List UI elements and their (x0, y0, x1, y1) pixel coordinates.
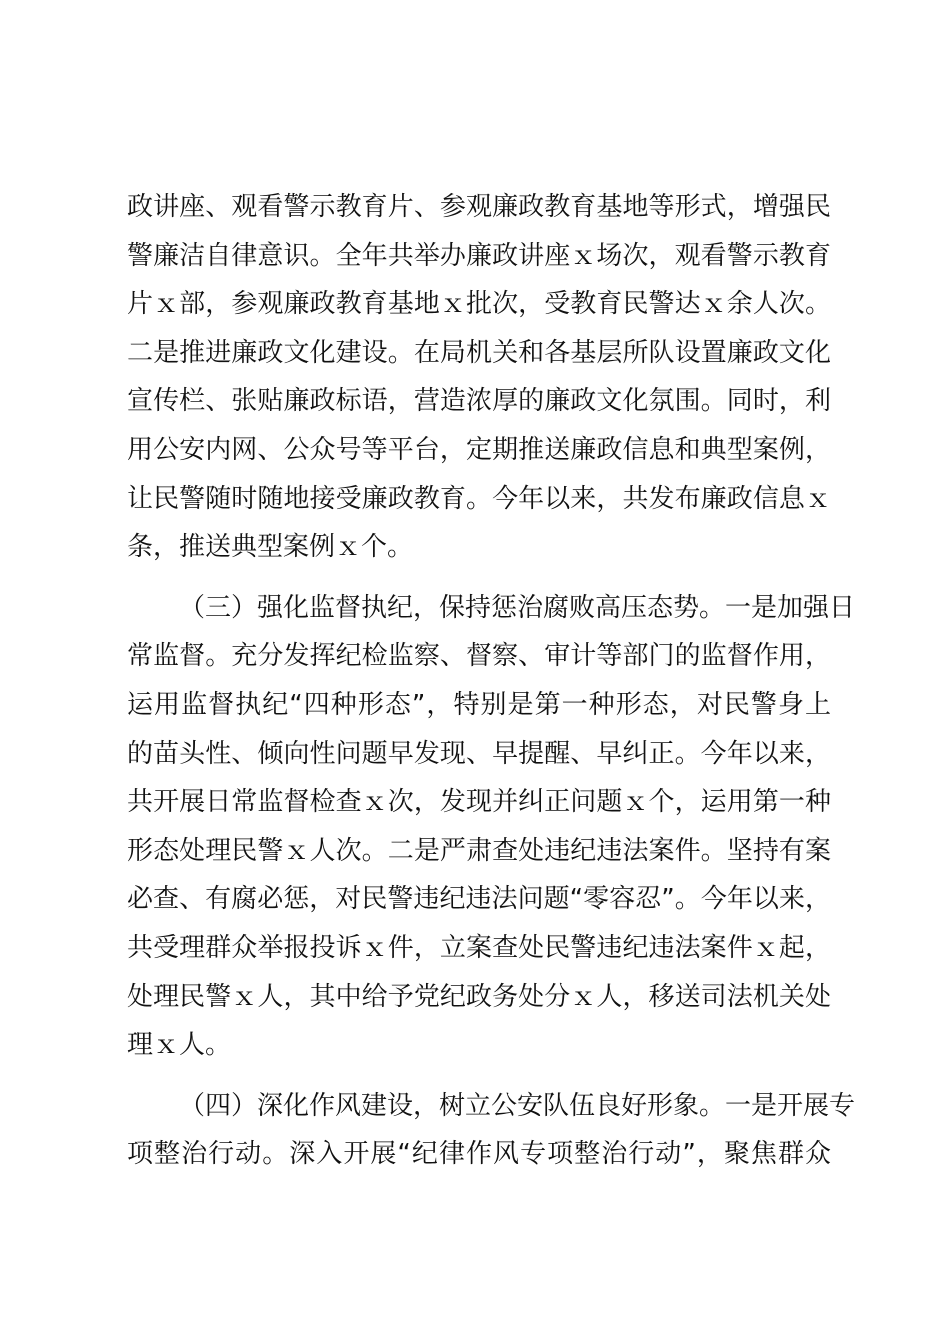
text-line: 形态处理民警ｘ人次。二是严肃查处违纪违法案件。坚持有案 (127, 835, 831, 866)
paragraph-gap (127, 572, 831, 584)
text-line: 常监督。充分发挥纪检监察、督察、审计等部门的监督作用， (127, 641, 831, 672)
text-line: 必查、有腐必惩，对民警违纪违法问题“零容忍”。今年以来， (127, 884, 831, 915)
text-line: 运用监督执纪“四种形态”，特别是第一种形态，对民警身上 (127, 689, 831, 720)
text-line: 处理民警ｘ人，其中给予党纪政务处分ｘ人，移送司法机关处 (127, 981, 831, 1012)
text-line: （三）强化监督执纪，保持惩治腐败高压态势。一是加强日 (179, 592, 856, 623)
text-line: 片ｘ部，参观廉政教育基地ｘ批次，受教育民警达ｘ余人次。 (127, 289, 831, 320)
paragraph-gap (127, 1070, 831, 1082)
document-body (127, 183, 856, 1179)
text-line: 项整治行动。深入开展“纪律作风专项整治行动”，聚焦群众 (127, 1139, 831, 1170)
text-line: 二是推进廉政文化建设。在局机关和各基层所队设置廉政文化 (127, 337, 831, 368)
text-line: 让民警随时随地接受廉政教育。今年以来，共发布廉政信息ｘ (127, 483, 831, 514)
text-line: 宣传栏、张贴廉政标语，营造浓厚的廉政文化氛围。同时，利 (127, 386, 831, 417)
text-line: 共受理群众举报投诉ｘ件，立案查处民警违纪违法案件ｘ起， (127, 932, 831, 963)
text-line: 警廉洁自律意识。全年共举办廉政讲座ｘ场次，观看警示教育 (127, 240, 831, 271)
text-line: （四）深化作风建设，树立公安队伍良好形象。一是开展专 (179, 1090, 856, 1121)
text-line: 政讲座、观看警示教育片、参观廉政教育基地等形式，增强民 (127, 192, 831, 222)
text-line: 的苗头性、倾向性问题早发现、早提醒、早纠正。今年以来， (127, 738, 831, 769)
text-line: 条，推送典型案例ｘ个。 (127, 532, 414, 563)
text-line: 用公安内网、公众号等平台，定期推送廉政信息和典型案例， (127, 434, 831, 465)
text-line: 理ｘ人。 (127, 1030, 232, 1061)
text-line: 共开展日常监督检查ｘ次，发现并纠正问题ｘ个，运用第一种 (127, 787, 831, 818)
